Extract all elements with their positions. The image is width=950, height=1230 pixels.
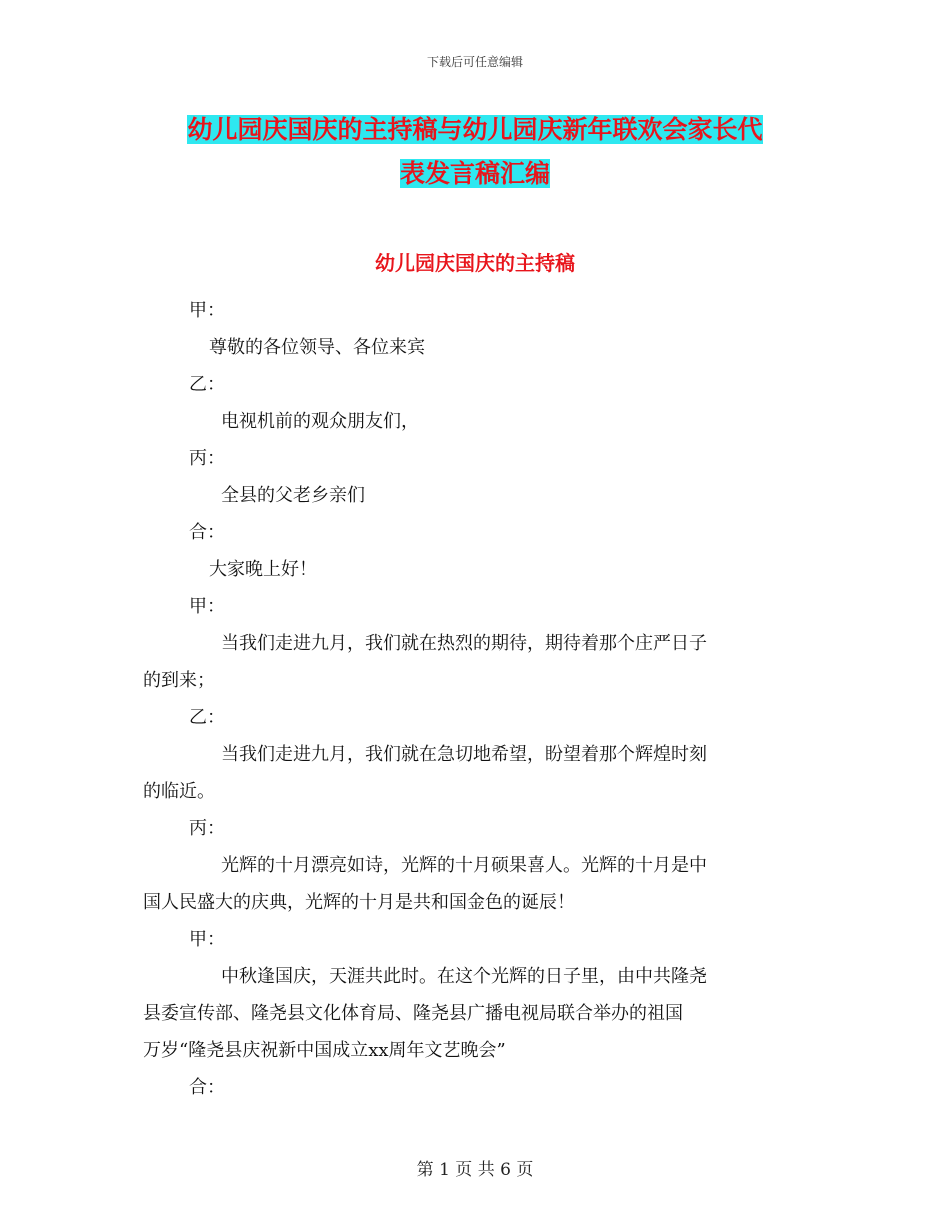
paragraph-line: 当我们走进九月，我们就在热烈的期待，期待着那个庄严日子 [221,633,707,654]
title-line-1: 幼儿园庆国庆的主持稿与幼儿园庆新年联欢会家长代 [187,115,763,144]
paragraph-line: 当我们走进九月，我们就在急切地希望，盼望着那个辉煌时刻 [221,744,707,765]
page-footer: 第 1 页 共 6 页 [416,1160,534,1180]
speaker-label: 合： [189,1077,225,1098]
paragraph-line: 县委宣传部、隆尧县文化体育局、隆尧县广播电视局联合举办的祖国 [143,1003,683,1024]
paragraph-line: 国人民盛大的庆典，光辉的十月是共和国金色的诞辰！ [143,892,575,913]
paragraph-line: 大家晚上好！ [209,559,317,580]
paragraph-line: 的临近。 [143,781,215,802]
paragraph-line: 尊敬的各位领导、各位来宾 [209,337,425,358]
document-title [140,108,810,196]
paragraph-line: 全县的父老乡亲们 [221,485,365,506]
paragraph-line: 光辉的十月漂亮如诗，光辉的十月硕果喜人。光辉的十月是中 [221,855,707,876]
speaker-label: 合： [189,522,225,543]
speaker-label: 甲： [189,596,225,617]
paragraph-line: 中秋逢国庆，天涯共此时。在这个光辉的日子里，由中共隆尧 [221,966,707,987]
page-header: 下载后可任意编辑 [426,55,523,69]
speaker-label: 乙： [189,374,225,395]
title-line-2: 表发言稿汇编 [399,159,550,188]
speaker-label: 丙： [189,818,225,839]
paragraph-line: 万岁“隆尧县庆祝新中国成立xx周年文艺晚会” [143,1040,506,1061]
speaker-label: 甲： [189,929,225,950]
speaker-label: 乙： [189,707,225,728]
paragraph-line: 电视机前的观众朋友们， [221,411,419,432]
speaker-label: 甲： [189,300,225,321]
paragraph-line: 的到来； [143,670,215,691]
section-heading: 幼儿园庆国庆的主持稿 [375,251,575,275]
speaker-label: 丙： [189,448,225,469]
